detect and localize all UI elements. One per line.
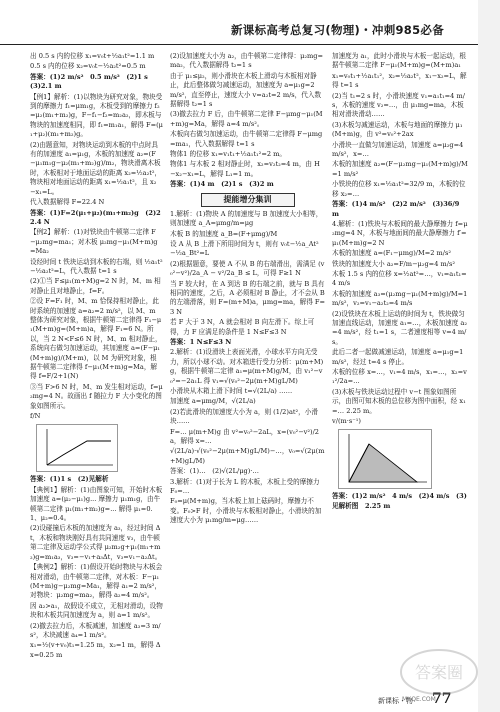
watermark-url: MXQE.COM [402, 696, 436, 703]
v-t-graph [338, 429, 432, 489]
solution-paragraph: (2)由题意知，对物块运动到木板的中点时具有的加速度 a₁=μ₁g，木板的加速度 a₂=(F−μ₁m₁g−μ₂(m₁+m₂)g)/m₂，物块滑离木板时，木板相对于地面运动的距离 x₂=½a₂t²，物块相对地面运动的距离 x₁=½a₁t²，且 x₂−x₁=L。 [30, 140, 162, 196]
solution-paragraph: 当 F 较大时，在 A 到达 B 的右端之前，就与 B 具有相同的速度，之后，A 必须相对 B 静止，才不会从 B 的左端滑落，则 F=(m+M)a，μmg=ma，解得 F=3 N [170, 279, 325, 316]
solution-paragraph: (2)设铁块在木板上运动的时间为 t，铁块做匀加速直线运动，加速度 a₁=…，木板加速度 a₂=4 m/s²，经 t₁=1 s，二者速度相等 v=4 m/s。 [332, 309, 467, 346]
solution-paragraph: F₀=μ(M+m)g，当木板上加上砝码时，摩擦力不变。F₀>F 时，小滑块与木板相对静止，小滑块的加速度大小为 μ₁mg/m=μg…… [170, 497, 322, 525]
solution-paragraph: 木板 B 的加速度 a_B=(F+μmg)/M [170, 229, 278, 238]
solution-paragraph: 物体1 的位移 x₁=v₁t₁+½a₁t₁²=2 m。 [170, 150, 286, 159]
solution-paragraph: 木板向右做匀加速运动，由牛顿第二定律得 F−μmg=ma₁，代入数据解得 t=1 s [170, 130, 323, 148]
page-edge-shadow [478, 0, 500, 712]
solution-paragraph: ②设 F=F₁ 时，M、m 恰保持相对静止，此时系统的加速度 a=a₂=2 m/s²，以 M、m 整体为研究对象，根据牛顿第二定律得 F₁−μ₁(M+m)g=(M+m)a，解得 F₁=6 N。所以，当 2 N<F≤6 N 时，M、m 相对静止，系统向右做匀加速运动，其加速度 a=(F−μ₁(M+m)g)/(M+m)，以 M 为研究对象，根据牛顿第二定律得 f−μ₁(M+m)g=Ma，解得 f=F/2+1(N) [30, 297, 162, 381]
solution-paragraph: (2)设碰撞后木板的加速度为 a₃，经过时间 Δt，木板和物块刚好具有共同速度 v₃，由牛顿第二定律及运动学公式得 μ₂m₂g+μ₁(m₁+m₂)g=m₁a₃，v₃=−v₁+a₃Δt，v₃=v₁−a₂Δt。 [30, 524, 162, 561]
footer-label: 新课标・物 [378, 697, 413, 705]
solution-paragraph: 木板的位移 x=…，v₁=4 m/s，x₁=…，x₂=v₁²/2a=… [332, 368, 467, 386]
solution-paragraph: (3)木板与铁块运动过程中 v−t 图象如图所示，由图可知木板的总位移为图中面积，经 x₁=… 2.25 m。 [332, 387, 466, 415]
solution-paragraph: (3)撤去拉力 F 后，由牛顿第二定律 F−μmg−μ₁(M+m)g=Ma，解得 a=4 m/s²。 [170, 110, 323, 128]
answer-line: 答案：(1)4 m (2)1 s (3)2 m [170, 180, 274, 189]
section-title: 提能增分集训 [201, 193, 295, 207]
page-header [0, 0, 500, 45]
solution-paragraph: 4.解析：(1)铁块与木板间的最大静摩擦力 f=μ₂mg=4 N，木板与地面间的最大静摩擦力 f′=μ₁(M+m)g=2 N [332, 219, 468, 247]
solution-paragraph: 答案：(1)… (2)√(2L/μg)·… [170, 467, 259, 476]
solution-paragraph: √(2L/a)·√(v₀²−2μ(m+M)gL/M)−…，v₀=√(2μ(m+M)gL/M) [170, 447, 325, 465]
example-paragraph: 【例1】解析：(1)以物块为研究对象，物块受到的摩擦力 f₁=μm₁g，木板受到的摩擦力 f₂=μ₂(m₁+m₂)g，F−f₁−f₂=m₂a₂，即木板与物块的加速度相同，即 f₁=m₁a₁，解得 F=(μ₁+μ₂)(m₁+m₂)g。 [30, 92, 163, 139]
solution-paragraph: 0.5 s 内的位移 x₂=v₀t−½a₂t²=0.5 m [30, 62, 146, 71]
header-title: 新课标高考总复习(物理)・冲刺985必备 [230, 23, 444, 37]
solution-paragraph: 若 F 大于 3 N，A 就会相对 B 向左滑下。综上可得，力 F 应满足的条件是 1 N≤F≤3 N [170, 318, 315, 336]
solution-paragraph: 小滑块一直做匀加速运动，加速度 a=μ₂g=4 m/s²，x=… [332, 140, 464, 159]
solution-paragraph: 2.解析：(1)设滑块上表面光滑，小球水平方向无受力，所以小球不动。对木箱进行受力分析：μ(m+M)g，根据牛顿第二定律 a₁=μ(m+M)g/M，由 v₁²−v₀²=−2a₁L 得 v₁=√(v₀²−2μ(m+M)gL/M) [170, 348, 324, 385]
solution-paragraph: 小铁块的位移 x₁=½a₁t²=32/9 m，木板的位移 x₂=… [332, 180, 466, 198]
example-paragraph: 【典例2】解析：(1)假设开始时物块与木板会相对滑动，由牛顿第二定律，对木板：F−μ₁(M+m)g−μ₂mg=Ma₁，解得 a₁=2 m/s²，对物块：μ₂mg=ma₂，解得 a₂=4 m/s²。 [30, 563, 163, 600]
solution-paragraph: (2)根据题意，要使 A 不从 B 的右端滑出，需满足 (v₀²−v²)/2a_A − v²/2a_B ≤ L，可得 F≥1 N [170, 259, 325, 278]
solution-paragraph: 加速度为 a₁，此时小滑块与木板一起运动，根据牛顿第二定律 F−μ₁(M+m)g=(M+m)a₁ [332, 52, 466, 70]
column-left [30, 52, 163, 662]
example-paragraph: 【典例1】解析：(1)由图象可知，开始时木板加速度 a=(μ₂−μ₁)g... 摩擦力 μ₁m₁g，由牛顿第二定律 μ₁(m₁+m₂)g=... 解得 μ₁=0.1、μ₂=0.4。 [30, 485, 163, 523]
solution-paragraph: 由于 μ₁≤μ₂，则小滑块在木板上滑动与木板相对静止，此后整体做匀减速运动，加速度为 a=μ₁g=2 m/s²，直至停止，速度大小 v=a₂t=2 m/s，代入数据解得 t₂=1 s [170, 71, 322, 109]
solution-paragraph: 3.解析：(1)对于长为 L 的木板，木板上受的摩擦力 F₀=… [170, 477, 320, 496]
solution-paragraph: x₁=½(v+v₀)t₁=1.25 m，x₂=1 m，解得 Δx=0.25 m [30, 641, 161, 659]
solution-paragraph: 出 0.5 s 内的位移 x₁=v₀t+½a₁t²=1.1 m [30, 52, 155, 60]
f-vs-F-graph [36, 424, 118, 472]
solution-paragraph: 小滑块从木箱上滑下时间 t=√(2L/a) …… [170, 387, 293, 395]
graph-figure [30, 412, 163, 472]
solution-paragraph: 木板 1.5 s 内的位移 x=½at²=…，v₁=a₁t₁=4 m/s [332, 269, 467, 288]
answer-line: 答案：(1)4 m/s² (2)2 m/s² (3)36/9 m [332, 200, 460, 218]
solution-paragraph: ③当 F>6 N 时，M、m 发生相对运动，f=μ₂mg=4 N。故画出 f 随拉力 F 大小变化的图象如图所示。 [30, 382, 163, 410]
answer-line: 答案：(1)2 m/s² 4 m/s (2)4 m/s (3)见解析图 2.25 m [332, 492, 467, 510]
column-middle [170, 52, 325, 662]
column-right [332, 52, 468, 662]
solution-paragraph: 1.解析：(1)物块 A 的加速度与 B 加速度大小相等，则加速度 a_A=μmg/m=μg [170, 209, 323, 228]
solution-paragraph: 木板的加速度 a₂=(F−μ₂mg−μ₁(M+m)g)/M=1 m/s² [332, 160, 468, 178]
solution-paragraph: 设 A 从 B 上滑下所用时间为 t，则有 v₀t−½a_At²−½a_Bt²=L [170, 239, 319, 258]
example-paragraph: 【例2】解析：(1)对铁块由牛顿第二定律 F−μ₂mg=ma₁；对木板 μ₂mg−μ₁(M+m)g=Ma₂ [30, 228, 158, 256]
answer-line: 答案：(1)F=2(μ₁+μ₂)(m₁+m₂)g (2)22.4 N [30, 208, 161, 226]
answer-line: 答案：(1)2 m/s² 0.5 m/s² (2)1 s (3)2.1 m [30, 72, 155, 91]
solution-paragraph: (2)设加速度大小为 a₂，由牛顿第二定律得：μ₂mg=ma₂，代入数据解得 t₂=1 s [170, 52, 324, 70]
solution-paragraph: x₁=v₀t₁+½a₁t₁²，x₂=½a₂t²，x₁−x₂=L，解得 t=1 s [332, 71, 467, 90]
page-number: 77 [432, 691, 452, 707]
answer-line: 答案：(1)1 s (2)见解析 [30, 475, 109, 484]
solution-paragraph: 木板的加速度 a₃=(μ₂mg−μ₁(M+m)g)/M=1 m/s²，v₂=v₁−a₂t₂=4 m/s [332, 289, 468, 308]
graph-axis-label: f/N [30, 412, 41, 421]
graph-axis-label: v/(m·s⁻¹) [332, 417, 361, 426]
solution-paragraph: 因 a₂>a₁，故假设不成立，无相对滑动，设物块和木板共同加速度为 a，则 a=1 m/s²。 [30, 601, 163, 620]
solution-paragraph: (2)撤去拉力后，木板减速，加速度 a₃=3 m/s²，木块减速 a₄=1 m/s²。 [30, 621, 161, 639]
graph-figure [332, 417, 468, 489]
answer-line: 答案：1 N≤F≤3 N [170, 337, 232, 346]
solution-paragraph: 木板的加速度 a=(F₁−μmg)/M=2 m/s² [332, 249, 452, 258]
solution-paragraph: 设经时间 t 铁块运动到木板的右端，则 ½a₁t²−½a₂t²=L，代入数据 t=1 s [30, 257, 163, 275]
solution-paragraph: 铁块的加速度大小 a₂=F/m−μ₂g=4 m/s² [332, 259, 455, 268]
solution-paragraph: (2)①当 F≤μ₁(m+M)g=2 N 时，M、m 相对静止且对地静止，f=F。 [30, 277, 161, 295]
solution-paragraph: (3)木板匀减速运动，木板与地面的摩擦力 μ₁(M+m)g，由 v²=v₀²+2ax [332, 120, 463, 139]
solution-paragraph: 加速度 a=μmg/M，√(2L/a) [170, 397, 256, 406]
solution-paragraph: (2)当 t₁=2 s 时，小滑块速度 v₁=a₁t₁=4 m/s，木板的速度 v₂=…，由 μ₁mg=ma，木板相对滑块滑动…… [332, 91, 465, 119]
watermark-text: 答案圈 [414, 663, 464, 682]
solution-paragraph: 物体1 与木板 2 相对静止时，x₂=v₂t₂=4 m，由 H−x₂−x₁=L，解得 L₁=1 m。 [170, 160, 320, 178]
solution-paragraph: 代入数据解得 F=22.4 N [30, 198, 105, 207]
solution-paragraph: 此后二者一起做减速运动，加速度 a=μ₁g=1 m/s²，经过 t=4 s 停止。 [332, 348, 464, 366]
solution-paragraph: F=… μ(m+M)g 由 v²=v₀²−2aL，x=(v₀²−v²)/2a，解得 x=… [170, 427, 319, 446]
solution-paragraph: (2)若此滑块的加速度大小为 a，则 (1/2)at²，小滑块…… [170, 407, 318, 426]
